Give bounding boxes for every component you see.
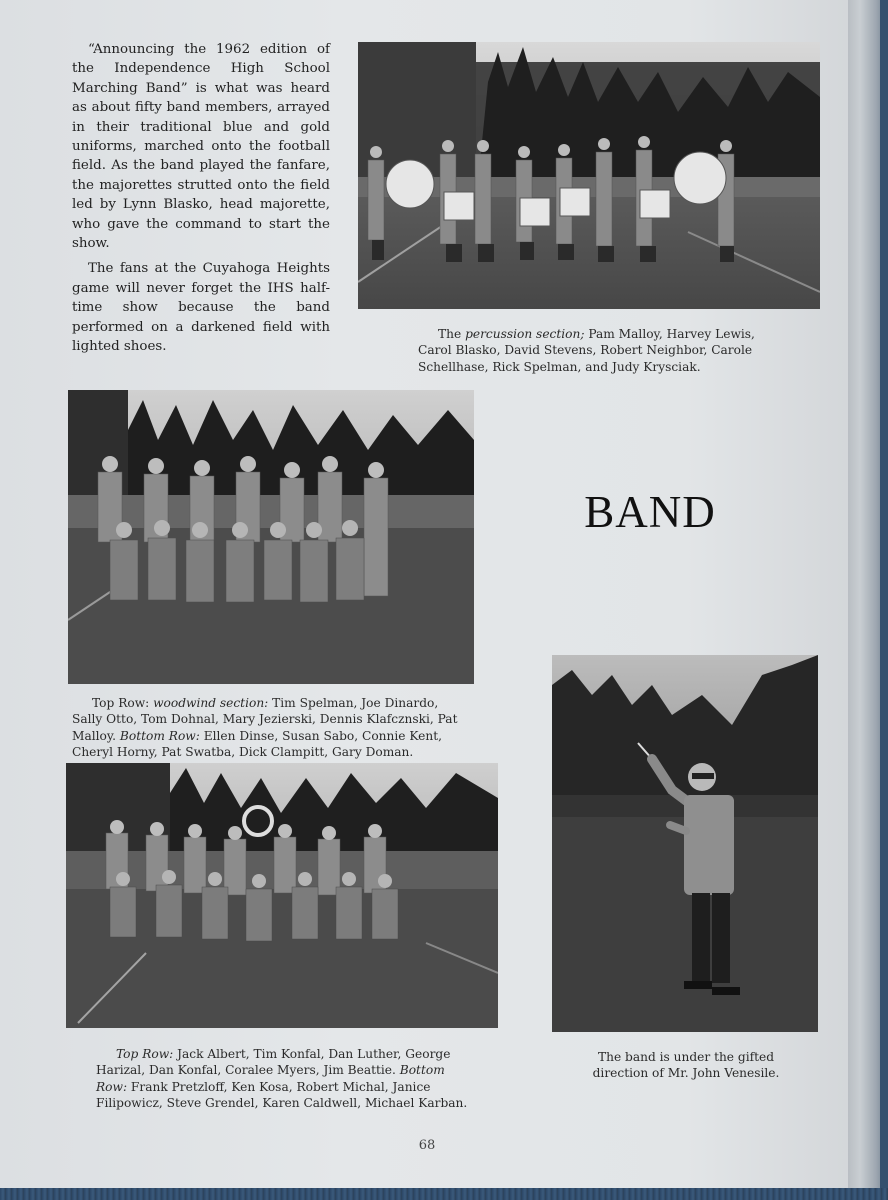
brass-top-row-names: Jack Albert, Tim Konfal, Dan Luther, George Harizal, Dan Konfal, Coralee Myers, Jim Beattie. bbox=[96, 1047, 451, 1078]
director-caption: The band is under the gifted direction of Mr. John Venesile. bbox=[592, 1050, 780, 1081]
woodwind-top-row-label: Top Row: bbox=[92, 696, 154, 710]
intro-paragraph-2: The fans at the Cuyahoga Heights game will never forget the IHS half-time show because the band performed on a darkened field with lighted shoes. bbox=[72, 261, 330, 355]
percussion-caption-lead: The bbox=[438, 327, 466, 341]
woodwind-bottom-row-names: Ellen Dinse, Susan Sabo, Connie Kent, Cheryl Horny, Pat Swatba, Dick Clampitt, Gary Doman. bbox=[72, 728, 442, 760]
page-number: 68 bbox=[418, 1138, 436, 1153]
woodwind-section-photo bbox=[68, 390, 474, 684]
percussion-caption-names: Pam Malloy, Harvey Lewis, Carol Blasko, David Stevens, Robert Neighbor, Carole Schellhase, Rick Spelman, and Judy Krysciak. bbox=[418, 327, 755, 374]
woodwind-bottom-row-label: Bottom Row: bbox=[119, 728, 200, 743]
brass-bottom-row-label: Bottom Row: bbox=[96, 1063, 445, 1094]
woodwind-top-row-names: Tim Spelman, Joe Dinardo, Sally Otto, Tom Dohnal, Mary Jezierski, Dennis Klafcznski, Pat Malloy. bbox=[72, 696, 458, 743]
intro-paragraph-1: “Announcing the 1962 edition of the Independence High School Marching Band” is what was heard as about fifty band members, arrayed in their traditional blue and gold uniforms, marched onto the football field. As the band played the fanfare, the majorettes strutted onto the field led by Lynn Blasko, head majorette, who gave the command to start the show. bbox=[72, 42, 330, 252]
director-photo bbox=[552, 655, 818, 1032]
book-bottom-edge bbox=[0, 1188, 888, 1200]
percussion-caption bbox=[418, 326, 784, 375]
brass-section-photo bbox=[66, 763, 498, 1028]
brass-caption bbox=[96, 1046, 468, 1112]
woodwind-section-label: woodwind section: bbox=[153, 696, 269, 710]
percussion-section-photo bbox=[358, 42, 820, 309]
brass-top-row-label: Top Row: bbox=[116, 1047, 174, 1061]
woodwind-caption bbox=[72, 695, 472, 761]
page-title: BAND bbox=[584, 487, 716, 537]
intro-text bbox=[72, 40, 330, 357]
percussion-section-label: percussion section; bbox=[465, 327, 585, 341]
book-cover-edge bbox=[880, 0, 888, 1200]
brass-bottom-row-names: Frank Pretzloff, Ken Kosa, Robert Michal, Janice Filipowicz, Steve Grendel, Karen Caldwell, Michael Karban. bbox=[96, 1079, 468, 1111]
